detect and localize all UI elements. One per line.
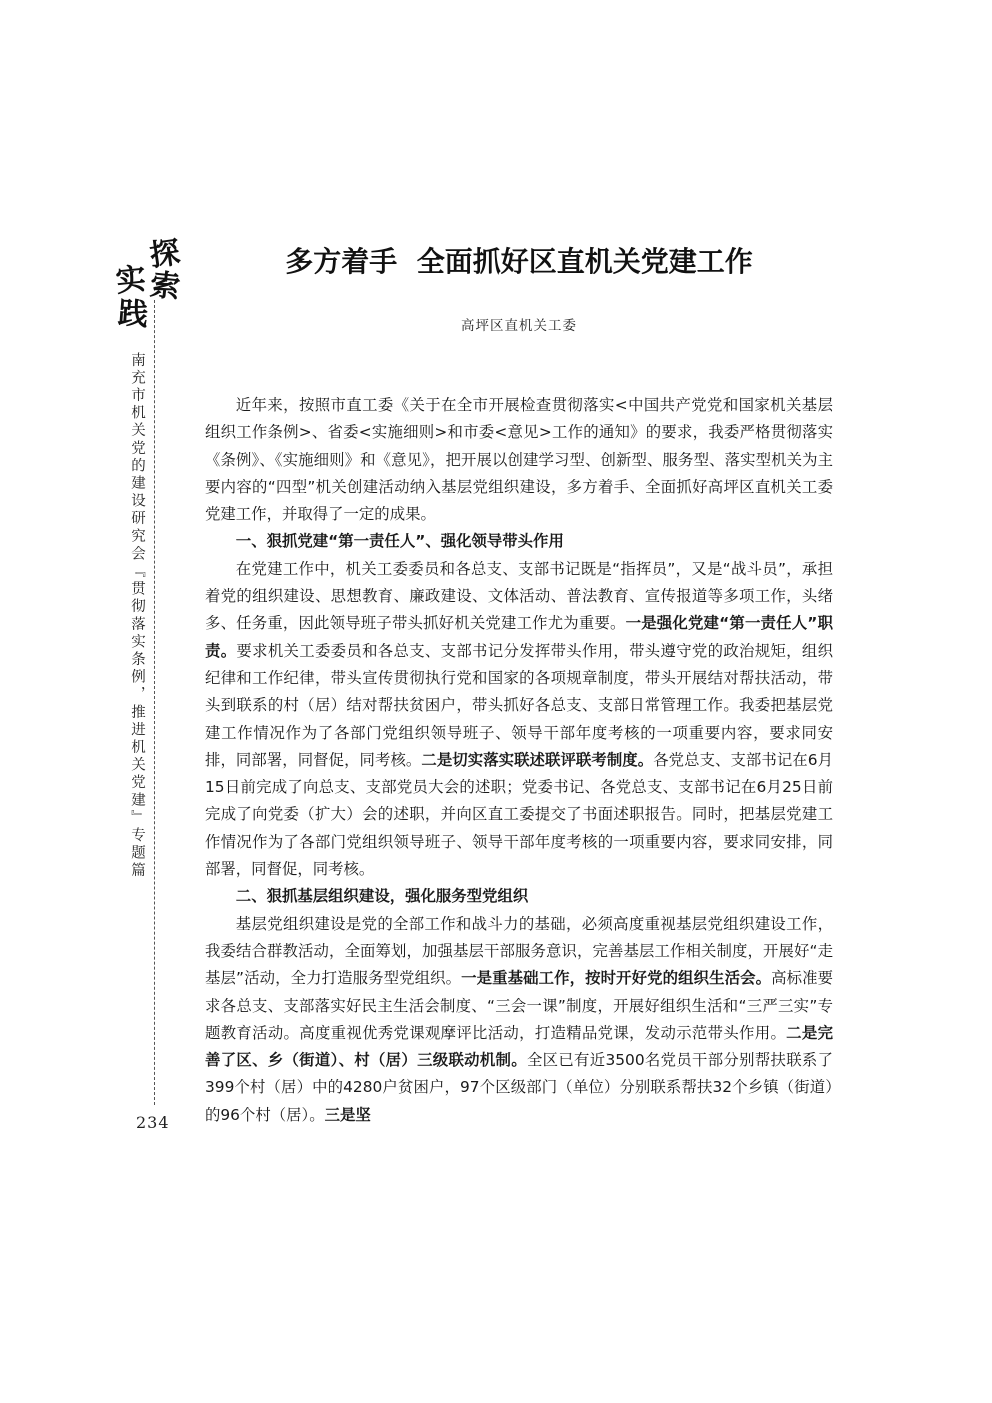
text-run: 各党总支、支部书记在6月15日前完成了向总支、支部党员大会的述职；党委书记、各党总支、支部书记在6月25日前完成了向党委（扩大）会的述职，并向区直工委提交了书面述职报告。同时，把基层党建工作情况作为了各部门党组织领导班子、领导干部年度考核的一项重要内容，要求同安排，同部署，同督促，同考核。	[205, 750, 833, 879]
logo-char-2: 索	[148, 267, 182, 306]
article-author: 高坪区直机关工委	[461, 318, 577, 334]
paragraph-intro: 近年来，按照市直工委《关于在全市开展检查贯彻落实<中国共产党党和国家机关基层组织工作条例>、省委<实施细则>和市委<意见>工作的通知》的要求，我委严格贯彻落实《条例》、《实施细则》和《意见》，把开展以创建学习型、创新型、服务型、落实型机关为主要内容的“四型”机关创建活动纳入基层党组织建设，多方着手、全面抓好高坪区直机关工委党建工作，并取得了一定的成果。	[205, 396, 833, 524]
logo-char-3: 实	[114, 261, 148, 300]
page-number: 234	[136, 1113, 170, 1132]
sidebar-divider	[154, 300, 155, 1105]
text-run: 高标准要求各总支、支部落实好民主生活会制度、“三会一课”制度，开展好组织生活和“三严三实”专题教育活动。高度重视优秀党课观摩评比活动，打造精品党课，发动示范带头作用。	[205, 969, 833, 1042]
text-run: 全区已有近3500名党员干部分别帮扶联系了399个村（居）中的4280户贫困户，97个区级部门（单位）分别联系帮扶32个乡镇（街道）的96个村（居）。	[205, 1051, 833, 1124]
text-run: 基层党组织建设是党的全部工作和战斗力的基础，必须高度重视基层党组织建设工作，我委结合群教活动，全面筹划，加强基层干部服务意识，完善基层工作相关制度，开展好“走基层”活动，全力打造服务型党组织。	[205, 914, 833, 988]
bold-run: 二是完善了区、乡（街道）、村（居）三级联动机制。	[205, 1023, 833, 1070]
logo-char-1: 探	[147, 235, 183, 274]
column-logo	[112, 236, 190, 336]
logo-char-4: 践	[116, 295, 150, 334]
text-run: 要求机关工委委员和各总支、支部书记分发挥带头作用，带头遵守党的政治规矩，组织纪律和工作纪律，带头宣传贯彻执行党和国家的各项规章制度，带头开展结对帮扶活动，带头到联系的村（居）结对帮扶贫困户，带头抓好各总支、支部日常管理工作。我委把基层党建工作情况作为了各部门党组织领导班子、领导干部年度考核的一项重要内容，要求同安排，同部署，同督促，同考核。	[205, 641, 833, 769]
text-run: 在党建工作中，机关工委委员和各总支、支部书记既是“指挥员”，又是“战斗员”，承担着党的组织建设、思想教育、廉政建设、文体活动、普法教育、宣传报道等多项工作，头绪多、任务重，因此领导班子带头抓好机关党建工作尤为重要。	[205, 559, 833, 633]
section-heading-1: 一、狠抓党建“第一责任人”、强化领导带头作用	[235, 532, 564, 551]
bold-run: 三是坚	[324, 1105, 371, 1124]
article-body	[205, 392, 833, 1129]
article-title: 多方着手 全面抓好区直机关党建工作	[285, 245, 753, 278]
bold-run: 一是重基础工作，按时开好党的组织生活会。	[461, 969, 772, 988]
paragraph-section-2	[205, 911, 833, 1129]
section-heading-2: 二、狠抓基层组织建设，强化服务型党组织	[235, 887, 529, 906]
running-title: 南充市机关党的建设研究会『贯彻落实条例，推进机关党建』专题篇	[129, 352, 145, 880]
paragraph-section-1	[205, 556, 833, 884]
bold-run: 二是切实落实联述联评联考制度。	[421, 750, 654, 769]
bold-run: 一是强化党建“第一责任人”职责。	[205, 614, 833, 660]
